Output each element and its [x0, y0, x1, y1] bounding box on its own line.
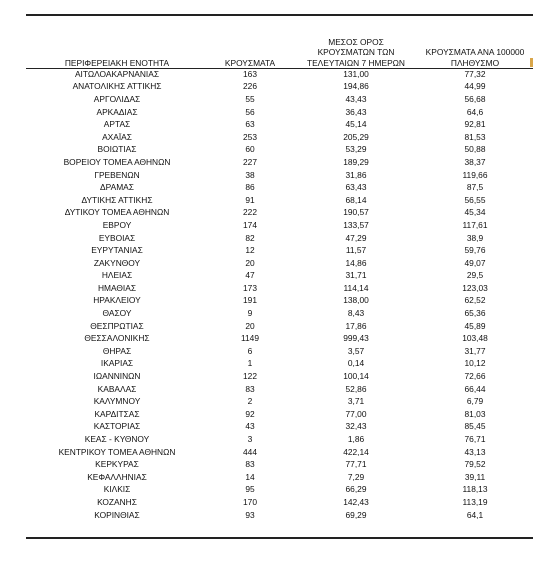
table-row	[26, 257, 530, 270]
cell-seven-day-average: 1,86	[347, 434, 365, 445]
table-row	[26, 345, 530, 358]
cell-cases: 60	[245, 144, 255, 155]
cell-seven-day-average: 14,86	[345, 257, 367, 268]
cell-seven-day-average: 114,14	[343, 282, 369, 293]
cell-cases: 86	[245, 182, 255, 193]
cell-seven-day-average: 43,43	[345, 93, 367, 104]
cell-cases-per-100k: 65,36	[464, 308, 486, 319]
cell-seven-day-average: 68,14	[345, 194, 367, 205]
cell-cases-per-100k: 81,03	[464, 408, 486, 419]
table-row	[26, 496, 530, 509]
cell-seven-day-average: 77,00	[345, 408, 367, 419]
cell-seven-day-average: 45,14	[345, 119, 367, 130]
cell-cases-per-100k: 39,11	[464, 471, 486, 482]
cell-cases: 93	[245, 509, 255, 520]
cell-cases: 227	[243, 156, 257, 167]
cell-cases-per-100k: 87,5	[466, 182, 484, 193]
cell-cases: 83	[245, 383, 255, 394]
cell-cases: 6	[247, 345, 253, 356]
cell-cases: 174	[243, 219, 257, 230]
cell-cases: 253	[243, 131, 257, 142]
cell-cases-per-100k: 123,03	[462, 282, 488, 293]
cell-seven-day-average: 53,29	[345, 144, 367, 155]
table-row	[26, 169, 530, 182]
cell-cases: 222	[243, 207, 257, 218]
cell-region: ΘΑΣΟΥ	[102, 308, 132, 319]
cell-cases-per-100k: 45,34	[464, 207, 486, 218]
cell-region: ΑΡΓΟΛΙΔΑΣ	[93, 93, 141, 104]
cell-cases: 20	[245, 320, 255, 331]
cell-cases: 83	[245, 459, 255, 470]
cell-region: ΘΕΣΣΑΛΟΝΙΚΗΣ	[84, 333, 150, 344]
table-row	[26, 207, 530, 220]
top-rule	[26, 14, 533, 16]
header-seven-day-average	[292, 32, 420, 68]
cell-region: ΒΟΡΕΙΟΥ ΤΟΜΕΑ ΑΘΗΝΩΝ	[63, 156, 171, 167]
cell-region: ΑΡΚΑΔΙΑΣ	[96, 106, 138, 117]
cell-seven-day-average: 63,43	[345, 182, 367, 193]
table-row	[26, 383, 530, 396]
cell-cases-per-100k: 50,88	[464, 144, 486, 155]
cell-seven-day-average: 131,00	[343, 68, 369, 79]
cell-seven-day-average: 3,57	[347, 345, 365, 356]
table-row	[26, 509, 530, 522]
cell-region: ΗΜΑΘΙΑΣ	[97, 282, 137, 293]
table-row	[26, 408, 530, 421]
cell-cases: 14	[245, 471, 255, 482]
cell-cases-per-100k: 92,81	[464, 119, 486, 130]
cell-cases-per-100k: 38,37	[464, 156, 486, 167]
table-row	[26, 81, 530, 94]
cell-region: ΕΥΡΥΤΑΝΙΑΣ	[91, 245, 143, 256]
cell-region: ΔΥΤΙΚΟΥ ΤΟΜΕΑ ΑΘΗΝΩΝ	[64, 207, 170, 218]
table-row	[26, 131, 530, 144]
table-row	[26, 421, 530, 434]
cell-seven-day-average: 7,29	[347, 471, 365, 482]
cell-cases: 191	[243, 295, 257, 306]
cell-seven-day-average: 77,71	[345, 459, 367, 470]
header-avg-line-3: ΤΕΛΕΥΤΑΙΩΝ 7 ΗΜΕΡΩΝ	[306, 57, 405, 68]
header-cases: ΚΡΟΥΣΜΑΤΑ	[224, 57, 276, 68]
cell-cases-per-100k: 64,6	[466, 106, 484, 117]
cell-cases-per-100k: 43,13	[464, 446, 486, 457]
cell-region: ΖΑΚΥΝΘΟΥ	[93, 257, 141, 268]
cell-region: ΑΝΑΤΟΛΙΚΗΣ ΑΤΤΙΚΗΣ	[72, 81, 162, 92]
cell-cases-per-100k: 76,71	[464, 434, 486, 445]
table-row	[26, 244, 530, 257]
cell-region: ΚΑΛΥΜΝΟΥ	[93, 396, 141, 407]
cell-seven-day-average: 0,14	[347, 358, 365, 369]
table-row	[26, 484, 530, 497]
cell-seven-day-average: 133,57	[343, 219, 369, 230]
cell-seven-day-average: 11,57	[345, 245, 367, 256]
cell-region: ΚΑΣΤΟΡΙΑΣ	[93, 421, 141, 432]
cell-cases-per-100k: 113,19	[462, 496, 488, 507]
table-body	[26, 68, 530, 521]
cell-cases: 2	[247, 396, 253, 407]
header-region: ΠΕΡΙΦΕΡΕΙΑΚΗ ΕΝΟΤΗΤΑ	[64, 57, 170, 68]
cell-cases-per-100k: 56,68	[464, 93, 486, 104]
table-row	[26, 194, 530, 207]
table-row	[26, 332, 530, 345]
cell-region: ΙΚΑΡΙΑΣ	[100, 358, 134, 369]
cell-cases: 12	[245, 245, 255, 256]
cell-cases: 226	[243, 81, 257, 92]
header-cases-per-100k	[420, 32, 530, 68]
table-row	[26, 358, 530, 371]
table-row	[26, 270, 530, 283]
cell-region: ΚΙΛΚΙΣ	[103, 484, 131, 495]
cell-seven-day-average: 100,14	[343, 371, 369, 382]
cell-cases: 43	[245, 421, 255, 432]
cell-cases-per-100k: 81,53	[464, 131, 486, 142]
table-row	[26, 181, 530, 194]
cell-cases-per-100k: 85,45	[464, 421, 486, 432]
cell-cases-per-100k: 49,07	[464, 257, 486, 268]
table-row	[26, 471, 530, 484]
table-row	[26, 68, 530, 81]
header-avg-line-2: ΚΡΟΥΣΜΑΤΩΝ ΤΩΝ	[317, 47, 395, 57]
cell-seven-day-average: 66,29	[345, 484, 367, 495]
cell-cases-per-100k: 72,66	[464, 371, 486, 382]
cell-region: ΕΥΒΟΙΑΣ	[98, 232, 136, 243]
cell-seven-day-average: 999,43	[343, 333, 369, 344]
table-row	[26, 219, 530, 232]
cell-region: ΑΙΤΩΛΟΑΚΑΡΝΑΝΙΑΣ	[74, 68, 160, 79]
cell-region: ΗΛΕΙΑΣ	[101, 270, 133, 281]
table-row	[26, 458, 530, 471]
cell-cases-per-100k: 118,13	[462, 484, 488, 495]
cell-seven-day-average: 31,86	[345, 169, 367, 180]
cell-cases-per-100k: 38,9	[466, 232, 484, 243]
cell-cases: 82	[245, 232, 255, 243]
cell-region: ΗΡΑΚΛΕΙΟΥ	[93, 295, 141, 306]
header-row	[26, 32, 530, 68]
cell-seven-day-average: 17,86	[345, 320, 367, 331]
cell-cases-per-100k: 77,32	[464, 68, 486, 79]
cell-region: ΕΒΡΟΥ	[102, 219, 132, 230]
cell-cases-per-100k: 119,66	[462, 169, 488, 180]
cases-table	[26, 32, 530, 521]
table-row	[26, 232, 530, 245]
cell-cases: 63	[245, 119, 255, 130]
cell-cases: 55	[245, 93, 255, 104]
cell-cases: 38	[245, 169, 255, 180]
cell-cases: 173	[243, 282, 257, 293]
cell-region: ΓΡΕΒΕΝΩΝ	[94, 169, 140, 180]
cell-cases-per-100k: 62,52	[464, 295, 486, 306]
cell-seven-day-average: 32,43	[345, 421, 367, 432]
cell-region: ΑΧΑΪΑΣ	[102, 131, 132, 142]
cell-cases-per-100k: 79,52	[464, 459, 486, 470]
table-row	[26, 370, 530, 383]
cell-cases: 9	[247, 308, 253, 319]
cell-seven-day-average: 190,57	[343, 207, 369, 218]
cell-seven-day-average: 36,43	[345, 106, 367, 117]
cell-cases-per-100k: 45,89	[464, 320, 486, 331]
cell-cases: 444	[243, 446, 257, 457]
cell-region: ΔΥΤΙΚΗΣ ΑΤΤΙΚΗΣ	[81, 194, 153, 205]
table-row	[26, 307, 530, 320]
cell-seven-day-average: 31,71	[345, 270, 367, 281]
cell-region: ΑΡΤΑΣ	[103, 119, 131, 130]
cell-region: ΒΟΙΩΤΙΑΣ	[97, 144, 137, 155]
cell-region: ΚΑΒΑΛΑΣ	[97, 383, 137, 394]
cell-region: ΚΟΖΑΝΗΣ	[97, 496, 137, 507]
header-per100k-line-2: ΠΛΗΘΥΣΜΟ	[450, 57, 500, 68]
cell-region: ΙΩΑΝΝΙΝΩΝ	[93, 371, 141, 382]
table-row	[26, 144, 530, 157]
cell-seven-day-average: 189,29	[343, 156, 369, 167]
cell-cases: 47	[245, 270, 255, 281]
cell-seven-day-average: 422,14	[343, 446, 369, 457]
cell-seven-day-average: 138,00	[343, 295, 369, 306]
cell-region: ΘΕΣΠΡΩΤΙΑΣ	[90, 320, 144, 331]
header-avg-line-1: ΜΕΣΟΣ ΟΡΟΣ	[328, 36, 384, 47]
cell-region: ΚΕΦΑΛΛΗΝΙΑΣ	[87, 471, 147, 482]
table-row	[26, 156, 530, 169]
cell-cases: 170	[243, 496, 257, 507]
cell-seven-day-average: 8,43	[347, 308, 365, 319]
table-row	[26, 320, 530, 333]
table-row	[26, 118, 530, 131]
cell-seven-day-average: 69,29	[345, 509, 367, 520]
cell-cases: 91	[245, 194, 255, 205]
cell-seven-day-average: 194,86	[343, 81, 369, 92]
cell-cases-per-100k: 66,44	[464, 383, 486, 394]
cell-cases-per-100k: 29,5	[466, 270, 484, 281]
cell-cases: 1149	[240, 333, 259, 344]
bottom-rule	[26, 537, 533, 539]
cell-cases: 56	[245, 106, 255, 117]
cell-region: ΔΡΑΜΑΣ	[100, 182, 134, 193]
table-row	[26, 93, 530, 106]
table-row	[26, 433, 530, 446]
cell-cases: 122	[243, 371, 257, 382]
cell-cases-per-100k: 56,55	[464, 194, 486, 205]
cell-seven-day-average: 142,43	[343, 496, 369, 507]
table-row	[26, 395, 530, 408]
header-per100k-line-1: ΚΡΟΥΣΜΑΤΑ ΑΝΑ 100000	[425, 47, 525, 57]
cell-cases: 92	[245, 408, 255, 419]
cell-cases: 95	[245, 484, 255, 495]
cell-region: ΚΕΝΤΡΙΚΟΥ ΤΟΜΕΑ ΑΘΗΝΩΝ	[58, 446, 176, 457]
cell-region: ΚΕΡΚΥΡΑΣ	[95, 459, 139, 470]
cell-cases-per-100k: 103,48	[462, 333, 488, 344]
table-row	[26, 282, 530, 295]
cell-cases-per-100k: 59,76	[464, 245, 486, 256]
cell-cases-per-100k: 10,12	[464, 358, 486, 369]
cell-seven-day-average: 47,29	[345, 232, 367, 243]
cell-seven-day-average: 52,86	[345, 383, 367, 394]
cell-cases-per-100k: 117,61	[462, 219, 488, 230]
cell-cases-per-100k: 64,1	[466, 509, 484, 520]
cell-cases-per-100k: 44,99	[464, 81, 486, 92]
cell-region: ΚΑΡΔΙΤΣΑΣ	[94, 408, 140, 419]
cell-region: ΚΕΑΣ - ΚΥΘΝΟΥ	[84, 434, 150, 445]
cell-region: ΘΗΡΑΣ	[102, 345, 132, 356]
cell-cases: 1	[247, 358, 253, 369]
cell-cases: 163	[243, 68, 257, 79]
cell-region: ΚΟΡΙΝΘΙΑΣ	[94, 509, 140, 520]
table-row	[26, 295, 530, 308]
cell-seven-day-average: 3,71	[347, 396, 365, 407]
cell-cases: 20	[245, 257, 255, 268]
cell-seven-day-average: 205,29	[343, 131, 369, 142]
cell-cases-per-100k: 6,79	[466, 396, 484, 407]
cell-cases: 3	[247, 434, 253, 445]
table-row	[26, 446, 530, 459]
table-row	[26, 106, 530, 119]
cell-cases-per-100k: 31,77	[464, 345, 486, 356]
